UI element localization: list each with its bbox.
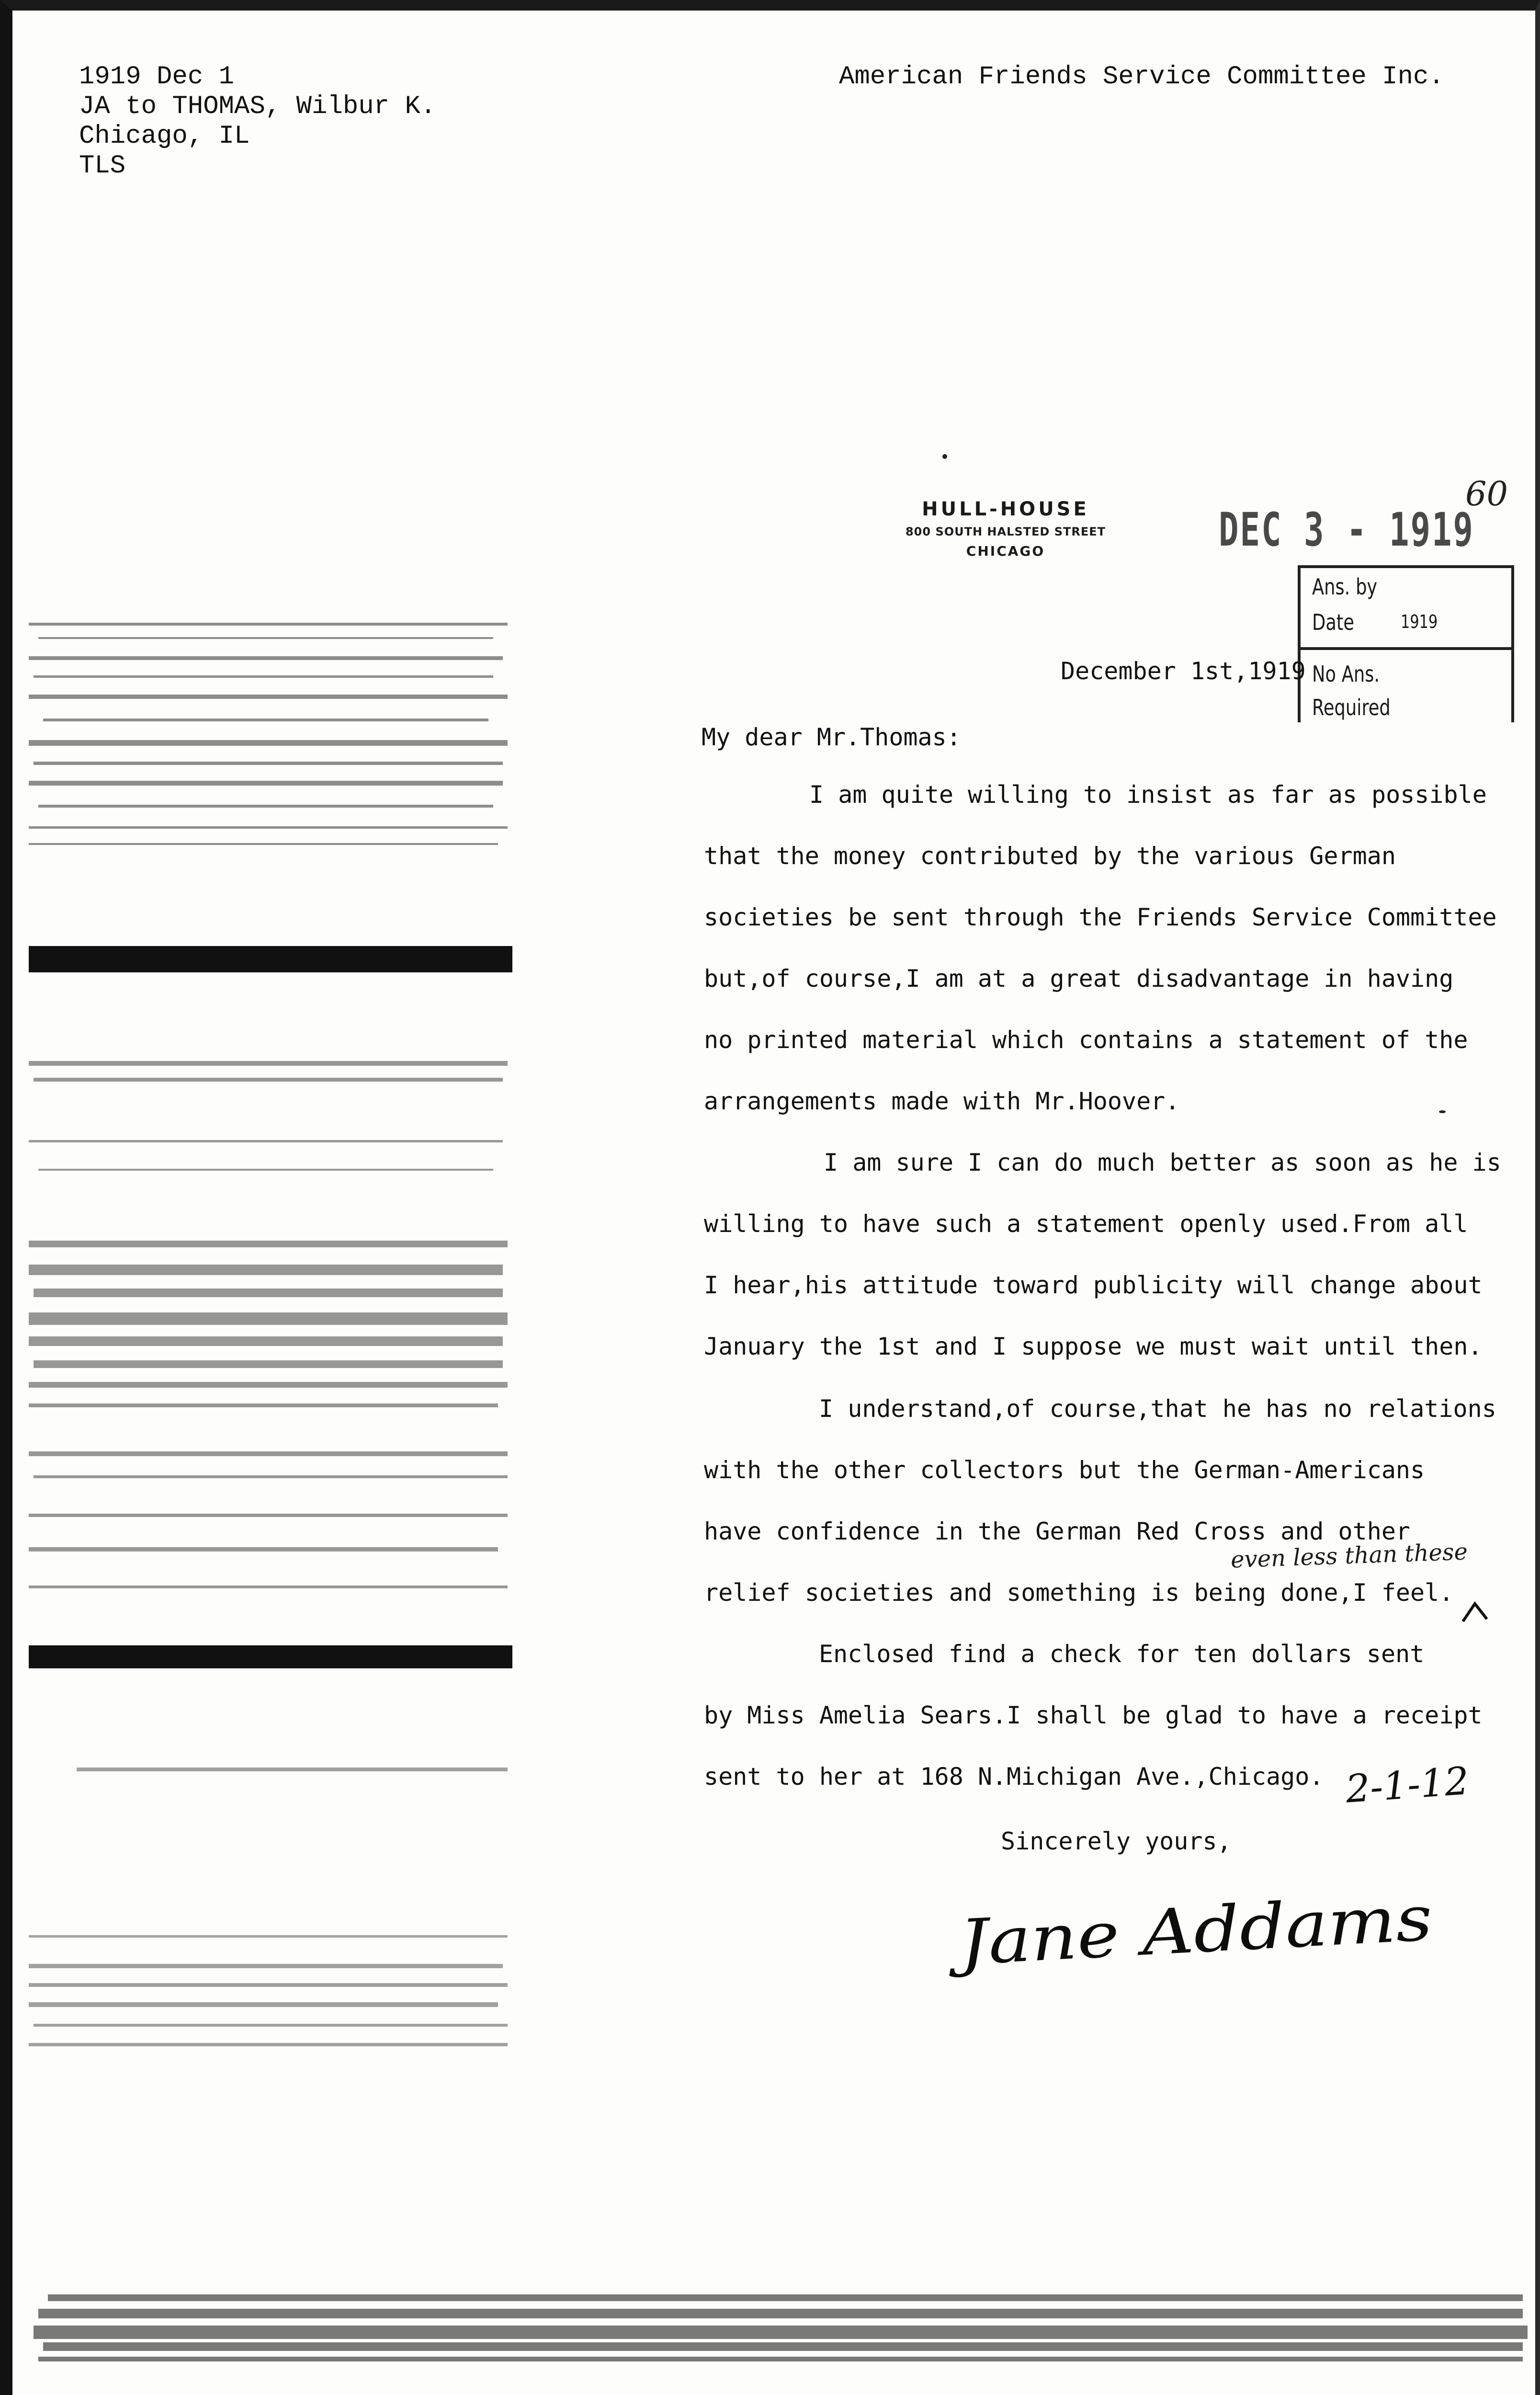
body-line: have confidence in the German Red Cross and other [704,1517,1411,1545]
letterhead-city: CHICAGO [966,543,1045,559]
ink-dot [942,454,947,459]
letterhead-address: 800 SOUTH HALSTED STREET [905,525,1106,538]
ink-dot [1439,1110,1446,1113]
body-line: but,of course,I am at a great disadvantage in having [704,965,1454,992]
body-line: I am quite willing to insist as far as possible [809,781,1487,809]
body-line: arrangements made with Mr.Hoover. [704,1087,1180,1115]
body-line: with the other collectors but the German-Americans [704,1456,1425,1484]
ans-by-label: Ans. by [1312,574,1378,600]
archive-organization: American Friends Service Committee Inc. [839,62,1444,91]
required-label: Required [1312,695,1391,720]
meta-date: 1919 Dec 1 [79,62,235,91]
received-date-stamp: DEC 3 - 1919 [1219,503,1474,557]
margin-note: 2-1-12 [1344,1758,1471,1812]
date-label: Date [1312,609,1354,635]
body-line: willing to have such a statement openly used.From all [704,1210,1468,1238]
closing: Sincerely yours, [1001,1827,1232,1855]
signature: Jane Addams [958,1882,1434,1979]
body-line: Enclosed find a check for ten dollars sent [819,1640,1425,1668]
body-line: I understand,of course,that he has no relations [819,1395,1496,1423]
letterhead-name: HULL-HOUSE [922,498,1089,520]
left-margin-smudges [24,0,512,2395]
meta-type: TLS [79,151,126,181]
body-line: relief societies and something is being done,I feel. [704,1579,1454,1607]
page-mark: 60 [1465,474,1508,513]
bottom-smudge [19,2280,1540,2376]
body-line: societies be sent through the Friends Service Committee [704,903,1497,931]
body-line: no printed material which contains a statement of the [704,1026,1468,1054]
letterhead [862,498,1149,559]
meta-location: Chicago, IL [79,122,250,151]
answer-stamp [1298,565,1513,733]
body-line: by Miss Amelia Sears.I shall be glad to have a receipt [704,1701,1483,1729]
body-line: I hear,his attitude toward publicity will change about [704,1271,1483,1299]
body-line: I am sure I can do much better as soon as he is [824,1149,1501,1176]
letter-date: December 1st,1919 [1061,657,1306,685]
caret-mark [1461,1600,1489,1624]
body-line: that the money contributed by the various German [704,842,1396,870]
body-line: January the 1st and I suppose we must wait until then. [704,1333,1483,1360]
no-ans-label: No Ans. [1312,661,1380,687]
date-year: 1919 [1401,611,1438,632]
interlinear-note: even less than these [1230,1538,1468,1574]
meta-correspondents: JA to THOMAS, Wilbur K. [79,92,436,121]
body-line: sent to her at 168 N.Michigan Ave.,Chicago. [704,1763,1324,1791]
salutation: My dear Mr.Thomas: [702,723,961,751]
